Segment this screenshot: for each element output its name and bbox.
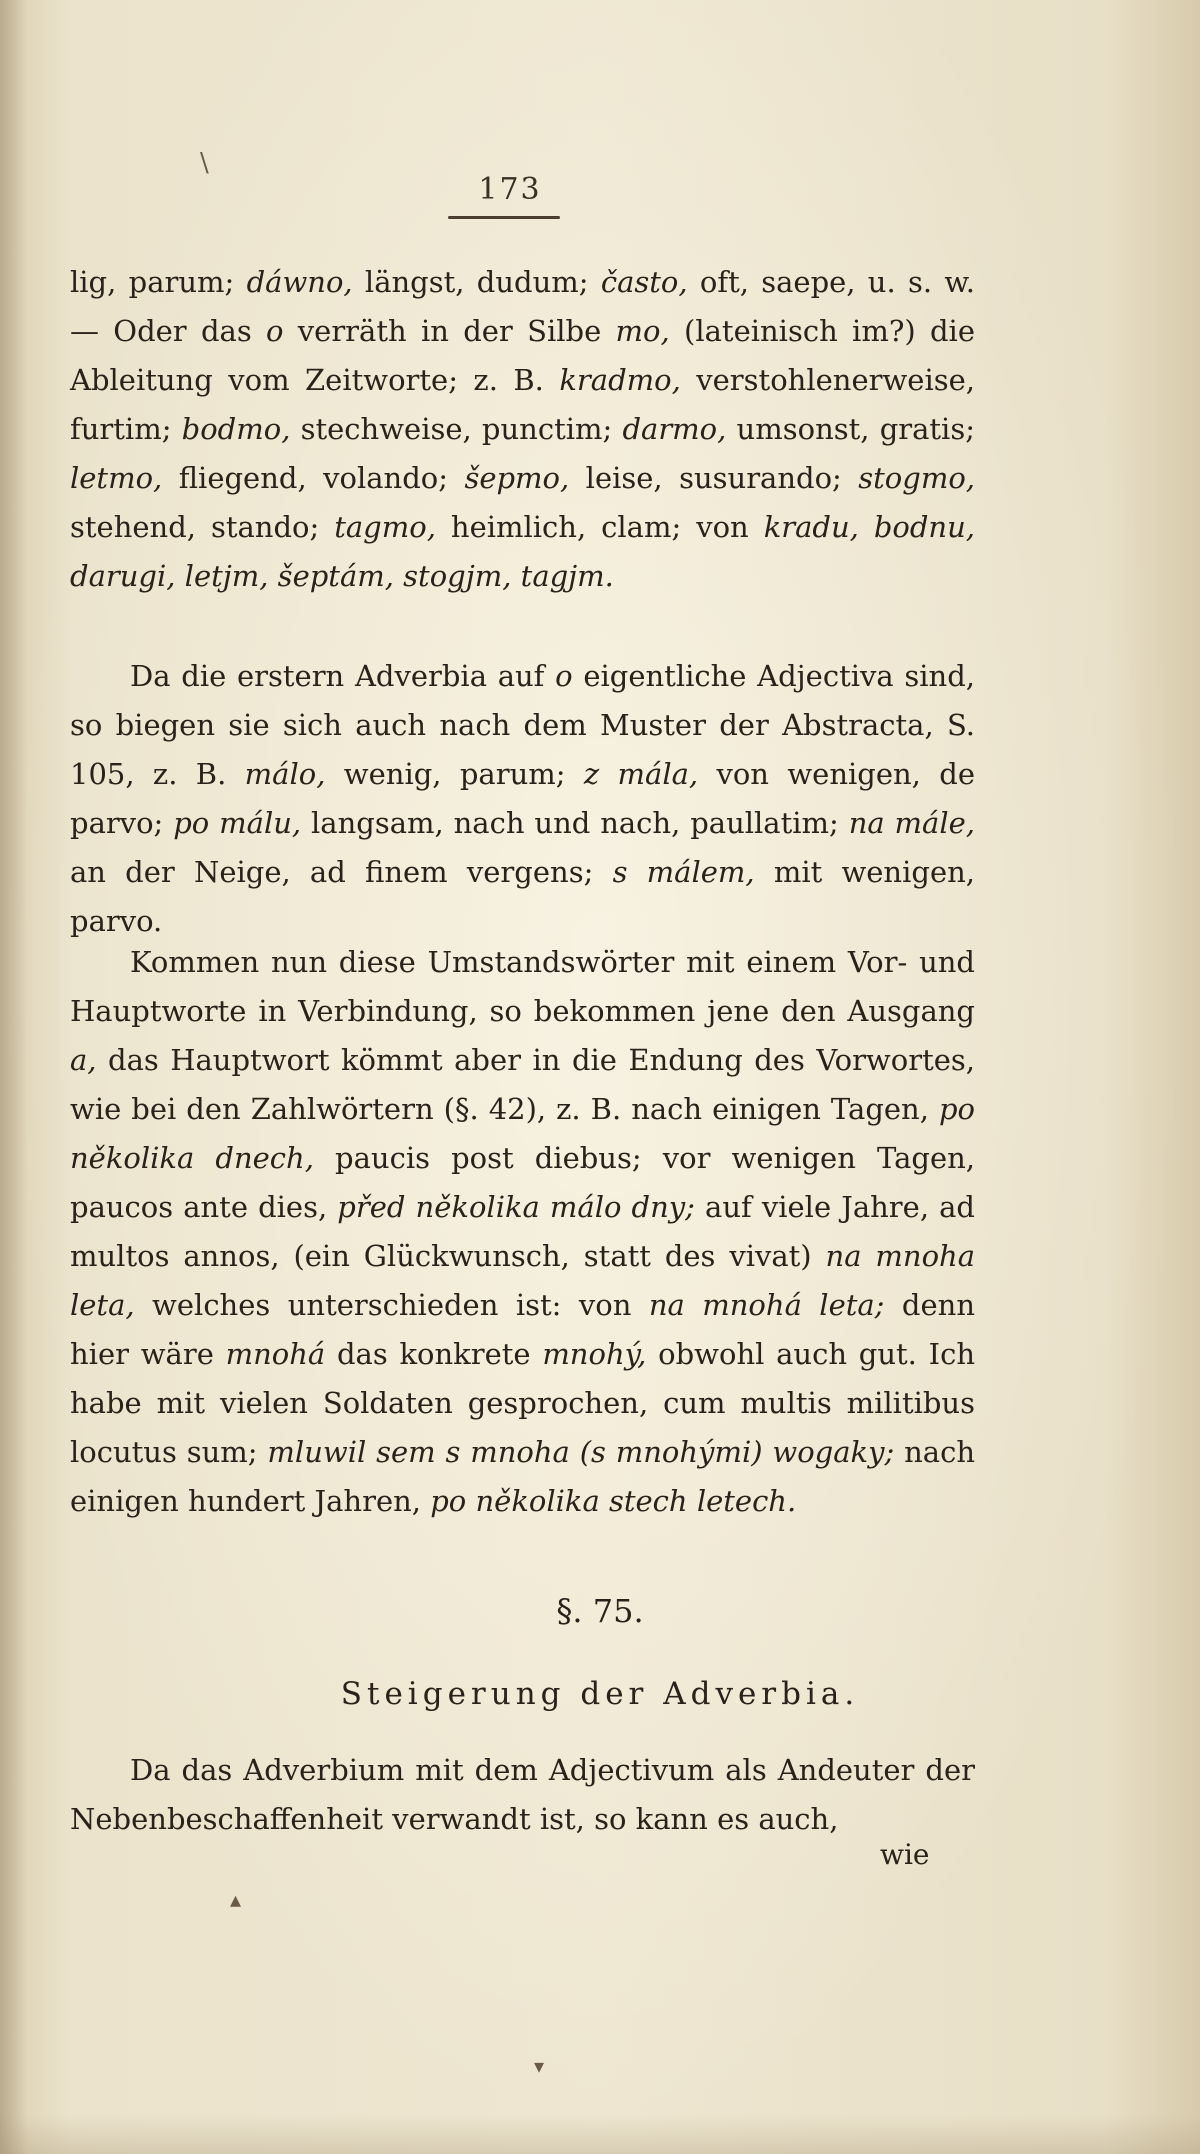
section-number: §. 75. [556, 1592, 644, 1630]
text-span: Da die erstern Adverbia auf [130, 659, 556, 693]
text-span: nach einigen hundert Jahren, [70, 1435, 975, 1518]
paragraph-2 [70, 652, 975, 946]
paragraph-1 [70, 258, 975, 601]
text-span: auf viele Jahre, ad multos annos, (ein Glückwunsch, statt des vivat) [70, 1190, 975, 1273]
page-number-rule [448, 216, 560, 219]
text-span: das Hauptwort kömmt aber in die Endung des Vorwortes, wie bei den Zahlwörtern (§. 42), z. B. nach einigen Tagen, [70, 1043, 975, 1126]
text-span: wenig, parum; [325, 757, 584, 791]
text-span: Da das Adverbium mit dem Adjectivum als Andeuter der Nebenbeschaffenheit verwandt ist, so kann es auch, [70, 1753, 975, 1836]
text-span: stehend, stando; [70, 510, 335, 544]
text-span: von wenigen, de parvo; [70, 757, 975, 840]
paragraph-3 [70, 938, 975, 1526]
term-italic: mluwil sem s mnoha (s mnohými) wogaky; [267, 1435, 895, 1469]
text-span: an der Neige, ad finem vergens; [70, 855, 613, 889]
term-italic: před několika málo dny; [337, 1190, 695, 1224]
text-span: fliegend, volando; [162, 461, 465, 495]
term-italic: o [266, 314, 284, 348]
text-span: das konkrete [325, 1337, 543, 1371]
term-italic: tagmo, [334, 510, 436, 544]
term-italic: na mále, [848, 806, 975, 840]
term-italic: darmo, [622, 412, 727, 446]
catchword: wie [880, 1838, 930, 1871]
text-span: heimlich, clam; von [435, 510, 764, 544]
text-span: welches unterschieden ist: von [134, 1288, 649, 1322]
text-span: verräth in der Silbe [283, 314, 616, 348]
term-italic: s málem, [612, 855, 755, 889]
spine-shadow [0, 0, 28, 2154]
text-span: längst, dudum; [352, 265, 601, 299]
text-span: (lateinisch im?) die Ableitung vom Zeitworte; z. B. [70, 314, 975, 397]
text-span: leise, susurando; [569, 461, 859, 495]
text-span: denn hier wäre [70, 1288, 975, 1371]
term-italic: bodmo, [181, 412, 291, 446]
stray-mark-top: \ [200, 148, 209, 178]
term-italic: mo, [615, 314, 670, 348]
term-italic: šepmo, [464, 461, 570, 495]
term-italic: málo, [244, 757, 326, 791]
text-span: eigentliche Adjectiva sind, so biegen sie sich auch nach dem Muster der Abstracta, S. 105, z. B. [70, 659, 976, 791]
term-italic: kradmo, [559, 363, 681, 397]
paragraph-4 [70, 1746, 975, 1844]
section-title: Steigerung der Adverbia. [340, 1676, 860, 1712]
term-italic: dáwno, [246, 265, 353, 299]
term-italic: po několika dnech, [70, 1092, 975, 1175]
text-span: stechweise, punctim; [290, 412, 623, 446]
term-italic: letmo, [70, 461, 163, 495]
term-italic: stogmo, [858, 461, 976, 495]
text-span: Kommen nun diese Umstandswörter mit einem Vor- und Hauptworte in Verbindung, so bekommen jene den Ausgang [70, 945, 975, 1028]
term-italic: a, [70, 1043, 97, 1077]
term-italic: po málu, [173, 806, 302, 840]
term-italic: mnohý, [542, 1337, 647, 1371]
text-span: mit wenigen, parvo. [70, 855, 976, 938]
text-span: verstohlenerweise, furtim; [70, 363, 975, 446]
term-italic: na mnohá leta; [648, 1288, 885, 1322]
text-span: paucis post diebus; vor wenigen Tagen, paucos ante dies, [70, 1141, 975, 1224]
text-span: langsam, nach und nach, paullatim; [301, 806, 849, 840]
term-italic: kradu, bodnu, darugi, letjm, šeptám, stogjm, tagjm. [70, 510, 975, 593]
term-italic: na mnoha leta, [70, 1239, 975, 1322]
term-italic: často, [600, 265, 688, 299]
term-italic: o [555, 659, 573, 693]
text-span: lig, parum; [70, 265, 247, 299]
stray-mark-ink: ▴ [230, 1888, 242, 1913]
text-span: obwohl auch gut. Ich habe mit vielen Soldaten gesprochen, cum multis militibus locutus sum; [70, 1337, 975, 1469]
term-italic: z mála, [583, 757, 699, 791]
text-span: umsonst, gratis; [726, 412, 975, 446]
term-italic: po několika stech letech. [430, 1484, 797, 1518]
text-span: oft, saepe, u. s. w. — Oder das [70, 265, 975, 348]
page-number: 173 [478, 172, 542, 207]
term-italic: mnohá [225, 1337, 326, 1371]
page-bottom-edge [0, 2114, 1200, 2154]
stray-mark-bottom: ▾ [534, 2054, 545, 2078]
